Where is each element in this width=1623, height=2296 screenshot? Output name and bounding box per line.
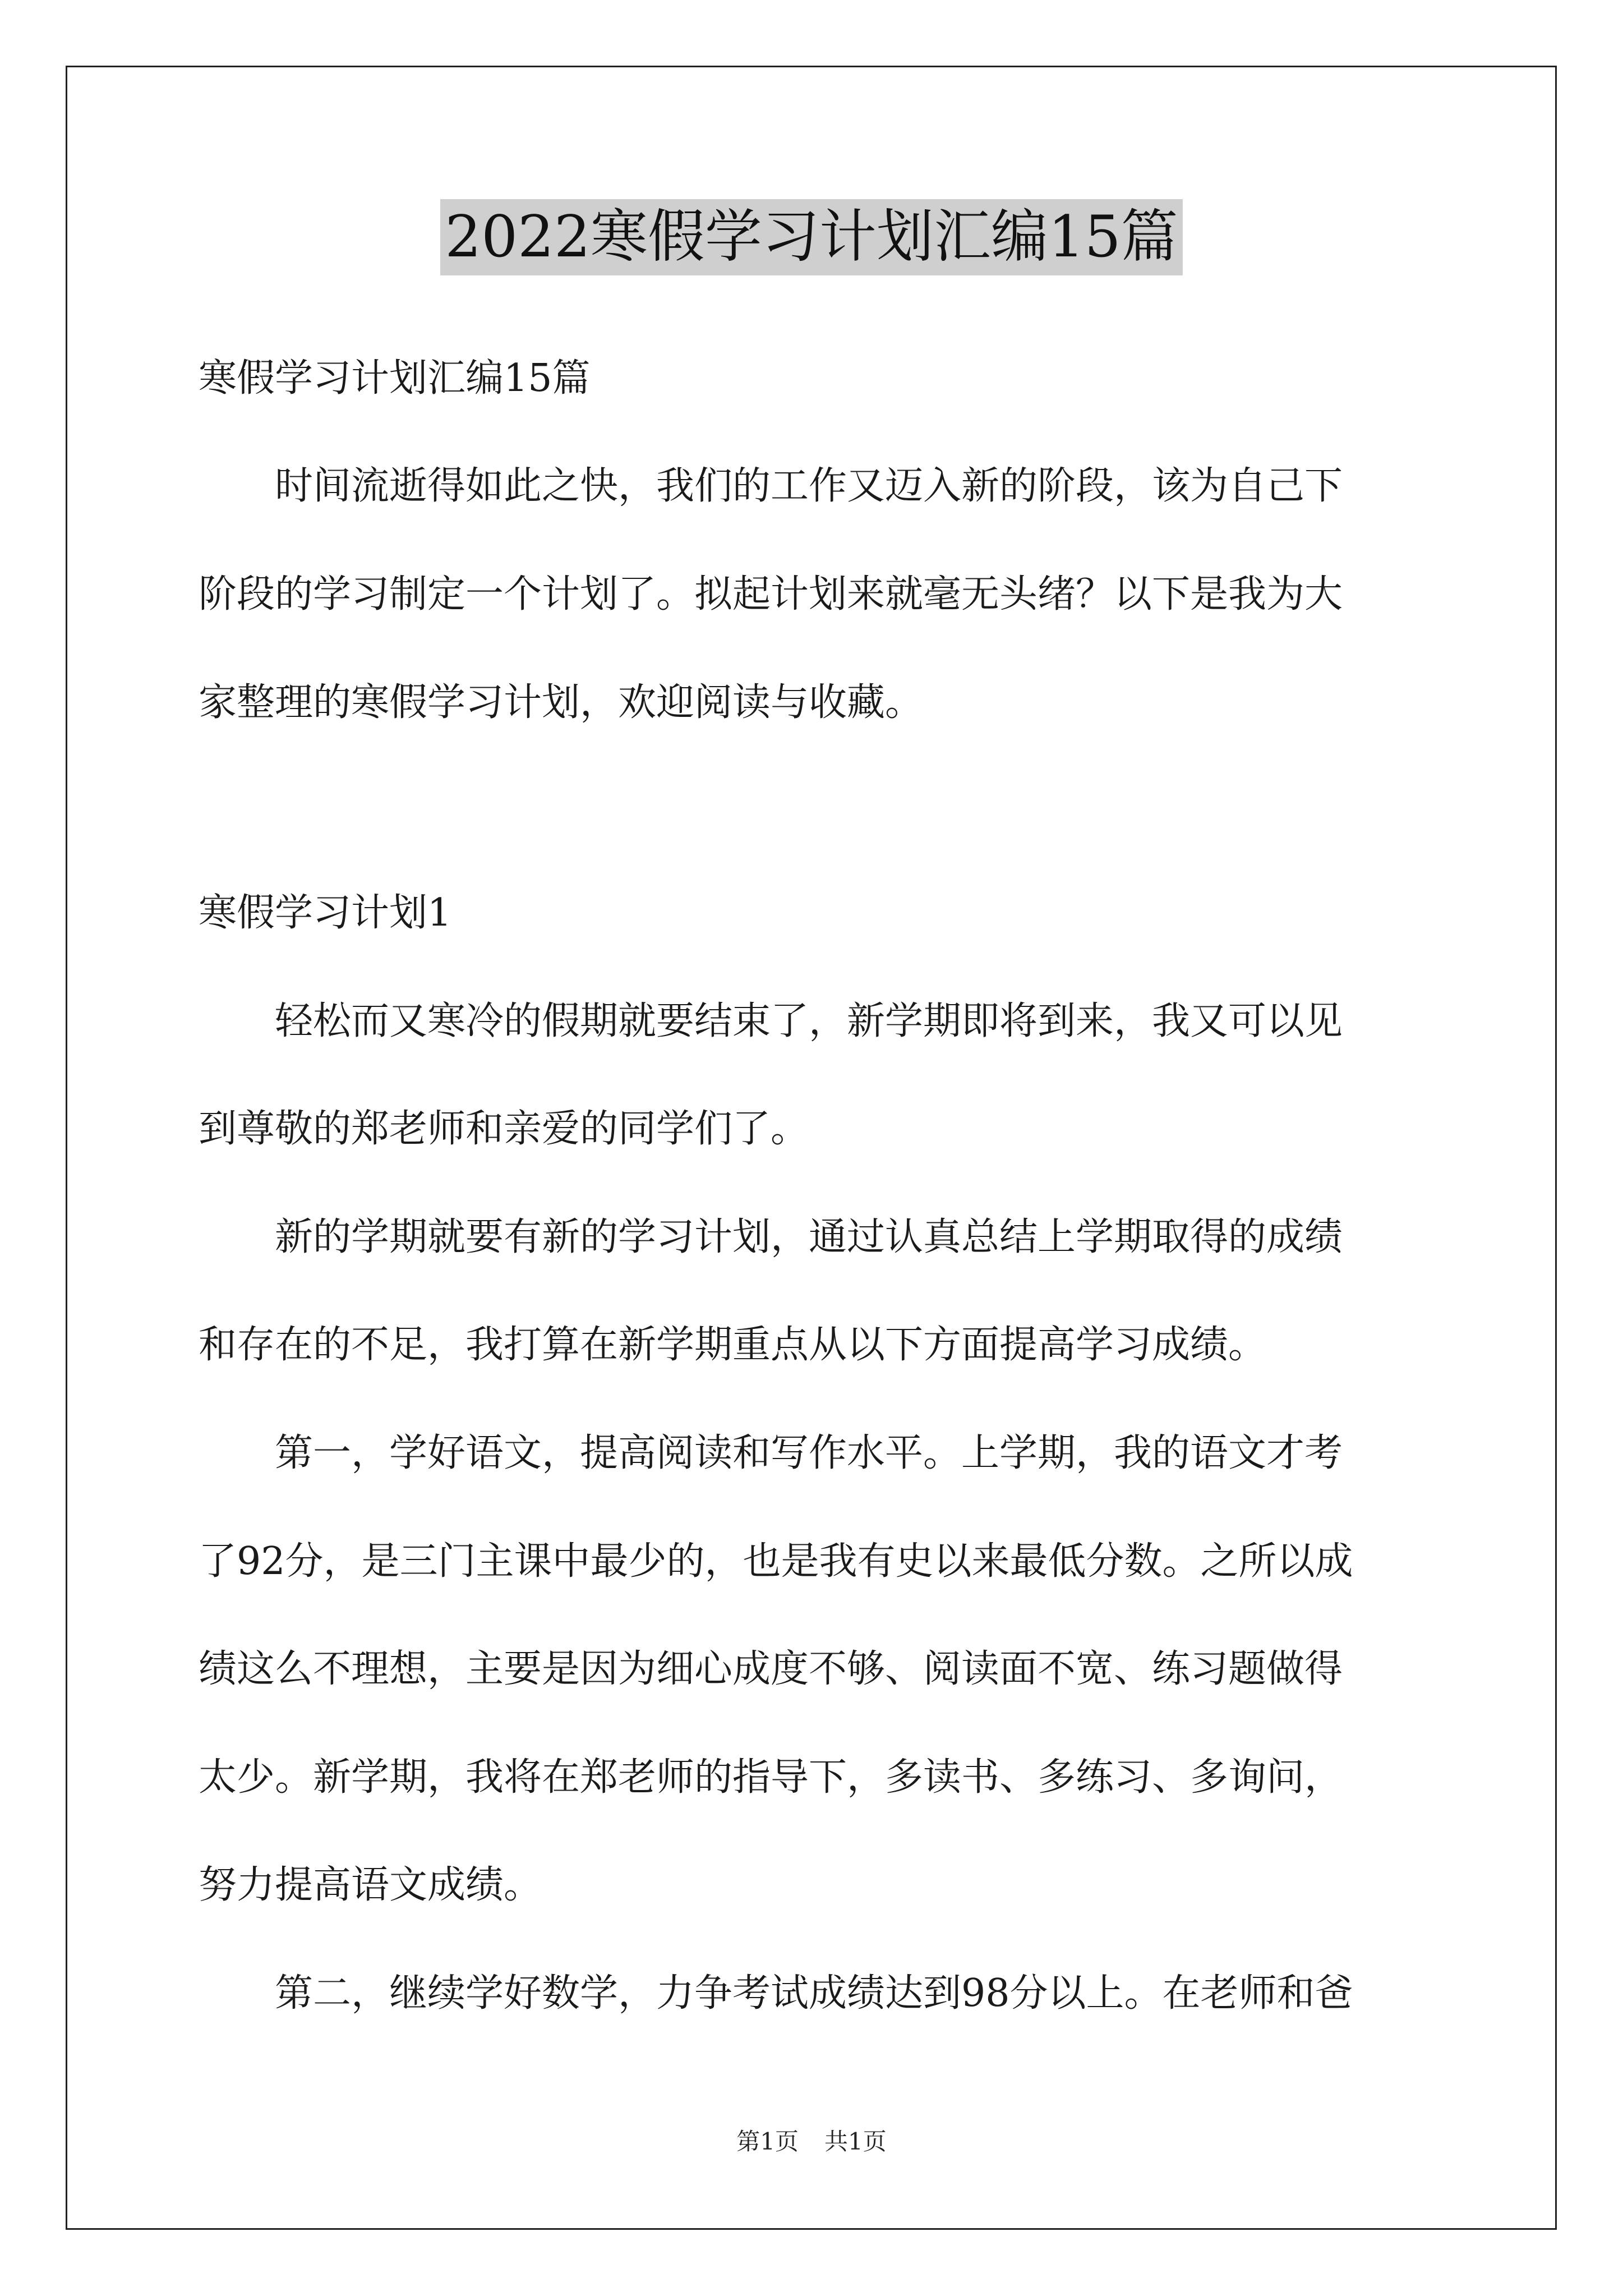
para1-line-1: 轻松而又寒冷的假期就要结束了，新学期即将到来，我又可以见 [275,999,1343,1043]
para3-line-4: 太少。新学期，我将在郑老师的指导下，多读书、多练习、多询问， [199,1755,1343,1800]
page-footer [0,2126,1623,2157]
intro-line-1: 时间流逝得如此之快，我们的工作又迈入新的阶段，该为自己下 [275,464,1343,508]
title-container [0,199,1623,275]
document-subtitle: 寒假学习计划汇编15篇 [199,356,591,401]
para2-line-2: 和存在的不足，我打算在新学期重点从以下方面提高学习成绩。 [199,1323,1267,1367]
document-title: 2022寒假学习计划汇编15篇 [440,199,1182,275]
para3-line-3: 绩这么不理想，主要是因为细心成度不够、阅读面不宽、练习题做得 [199,1647,1343,1691]
intro-line-2: 阶段的学习制定一个计划了。拟起计划来就毫无头绪？以下是我为大 [199,572,1343,616]
para1-line-2: 到尊敬的郑老师和亲爱的同学们了。 [199,1107,809,1151]
intro-line-3: 家整理的寒假学习计划，欢迎阅读与收藏。 [199,680,924,725]
para3-line-2: 了92分，是三门主课中最少的，也是我有史以来最低分数。之所以成 [199,1539,1353,1584]
section-heading: 寒假学习计划1 [199,891,452,935]
para3-line-5: 努力提高语文成绩。 [199,1863,542,1907]
page-number: 第1页 [736,2128,799,2155]
para4-line-1: 第二，继续学好数学，力争考试成绩达到98分以上。在老师和爸 [275,1971,1353,2016]
para2-line-1: 新的学期就要有新的学习计划，通过认真总结上学期取得的成绩 [275,1215,1343,1259]
para3-line-1: 第一，学好语文，提高阅读和写作水平。上学期，我的语文才考 [275,1431,1343,1475]
page-total: 共1页 [824,2128,887,2155]
